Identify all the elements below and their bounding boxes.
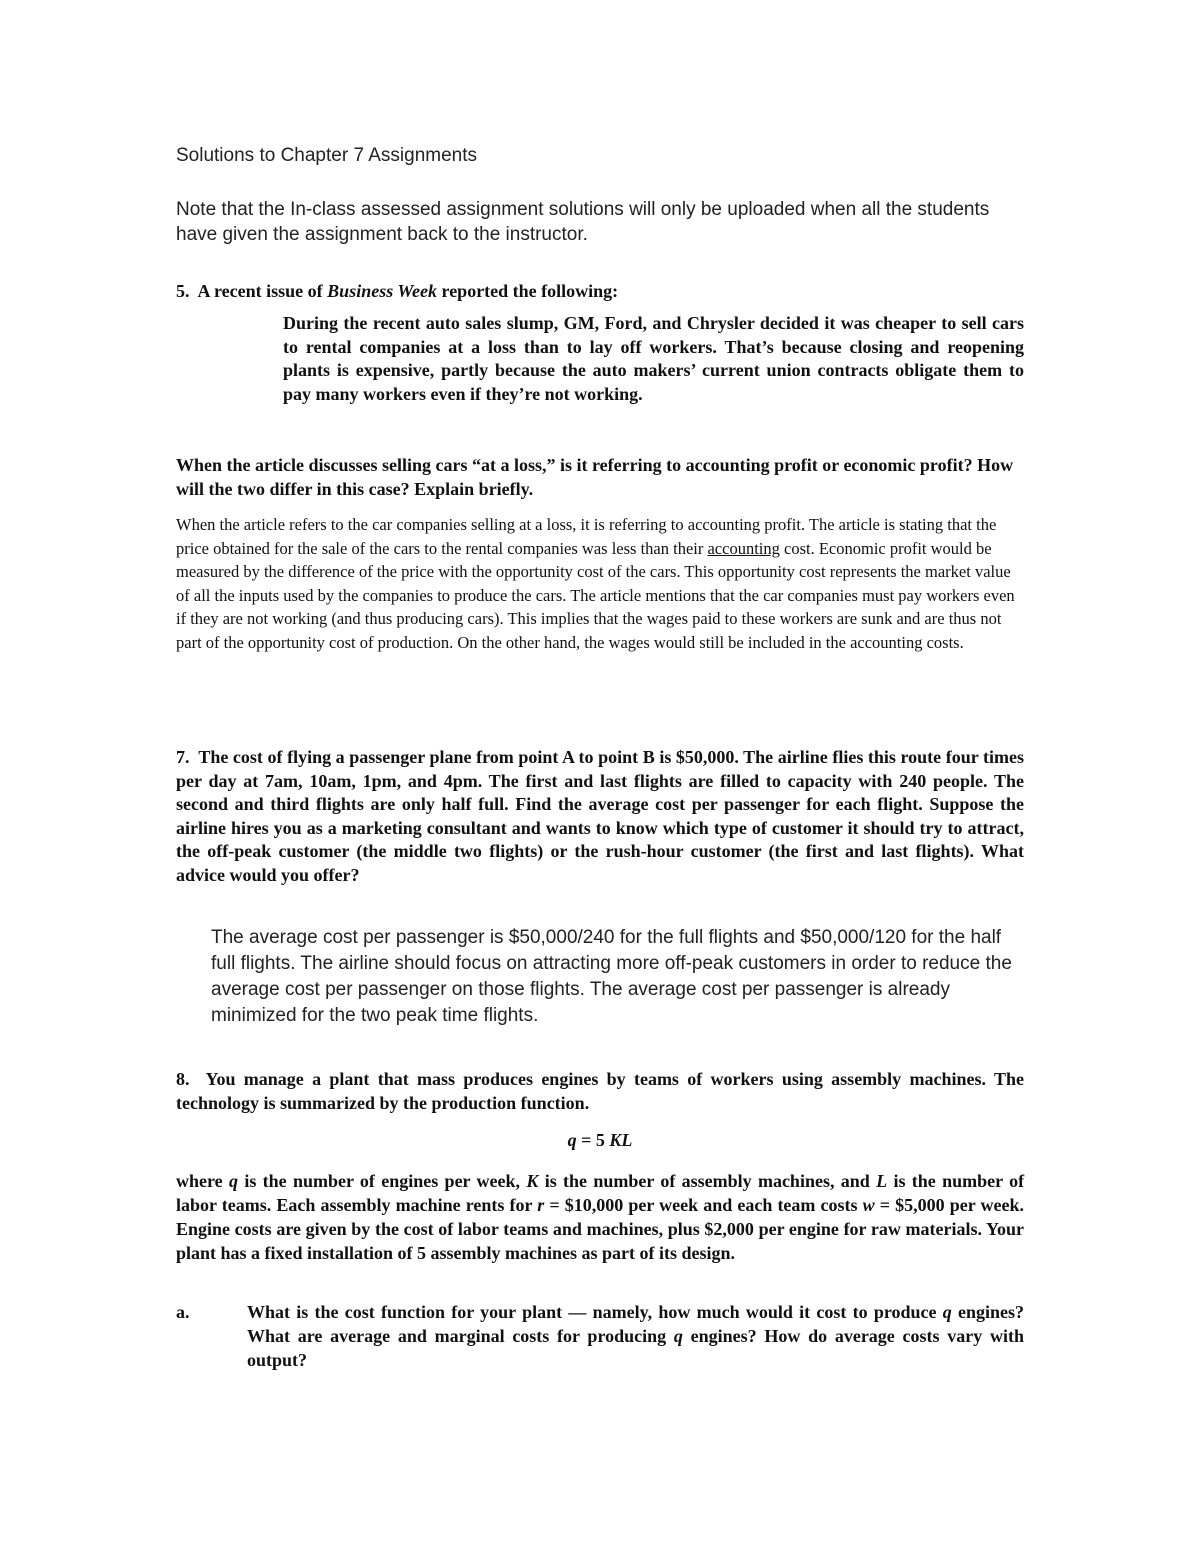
question-5-quote: During the recent auto sales slump, GM, Ford, and Chrysler decided it was cheaper to sell cars to rental companies at a loss than to lay off workers. That’s because closing and reopening plants is expensive, partly because the auto makers’ current union contracts obligate them to pay many workers even if they’re not working. — [283, 313, 1024, 404]
question-7: 7. The cost of flying a passenger plane from point A to point B is $50,000. The airline flies this route four times per day at 7am, 10am, 1pm, and 4pm. The first and last flights are filled to capacity with 240 people. The second and third flights are only half full. Find the average cost per passenger for each flight. Suppose the airline hires you as a marketing consultant and wants to know which type of customer it should try to attract, the off-peak customer (the middle two flights) or the rush-hour customer (the first and last flights). What advice would you offer? — [176, 747, 1024, 885]
question-5-text: When the article discusses selling cars “at a loss,” is it referring to accounting profit or economic profit? How will the two differ in this case? Explain briefly. — [176, 455, 1014, 499]
underlined-term: accounting — [707, 538, 780, 558]
page-title: Solutions to Chapter 7 Assignments — [176, 145, 478, 166]
publication-name: Business Week — [327, 281, 438, 301]
question-8-intro: 8. You manage a plant that mass produces engines by teams of workers using assembly machines. The technology is summarized by the production function. — [176, 1069, 1024, 1113]
question-5-intro: 5. A recent issue of Business Week reported the following: — [176, 281, 619, 301]
question-number: 7. — [176, 747, 190, 767]
question-number: 5. — [176, 281, 190, 301]
answer-7: The average cost per passenger is $50,000/240 for the full flights and $50,000/120 for the half full flights. The airline should focus on attracting more off-peak customers in order to reduce the average cost per passenger on those flights. The average cost per passenger is already minimized for the two peak time flights. — [211, 927, 1012, 1026]
answer-5: When the article refers to the car companies selling at a loss, it is referring to accounting profit. The article is stating that the price obtained for the sale of the cars to the rental companies was less than their accounting cost. Economic profit would be measured by the difference of the price with the opportunity cost of the cars. This opportunity cost represents the market value of all the inputs used by the companies to produce the cars. The article mentions that the car companies must pay workers even if they are not working (and thus producing cars). This implies that the wages paid to these workers are sunk and are thus not part of the opportunity cost of production. On the other hand, the wages would still be included in the accounting costs. — [176, 515, 1015, 652]
subquestion-a: What is the cost function for your plant — namely, how much would it cost to produce q engines? What are average and marginal costs for producing q engines? How do average costs vary with output? — [247, 1302, 1025, 1370]
question-8-details: where q is the number of engines per week, K is the number of assembly machines, and L is the number of labor teams. Each assembly machine rents for r = $10,000 per week and each team costs w = $5,000 per week. Engine costs are given by the cost of labor teams and machines, plus $2,000 per engine for raw materials. Your plant has a fixed installation of 5 assembly machines as part of its design. — [176, 1171, 1025, 1263]
subquestion-label: a. — [176, 1302, 190, 1322]
question-number: 8. — [176, 1069, 190, 1089]
note-paragraph: Note that the In-class assessed assignment solutions will only be uploaded when all the students have given the assignment back to the instructor. — [176, 199, 990, 245]
production-function: q = 5 KL — [567, 1130, 633, 1150]
